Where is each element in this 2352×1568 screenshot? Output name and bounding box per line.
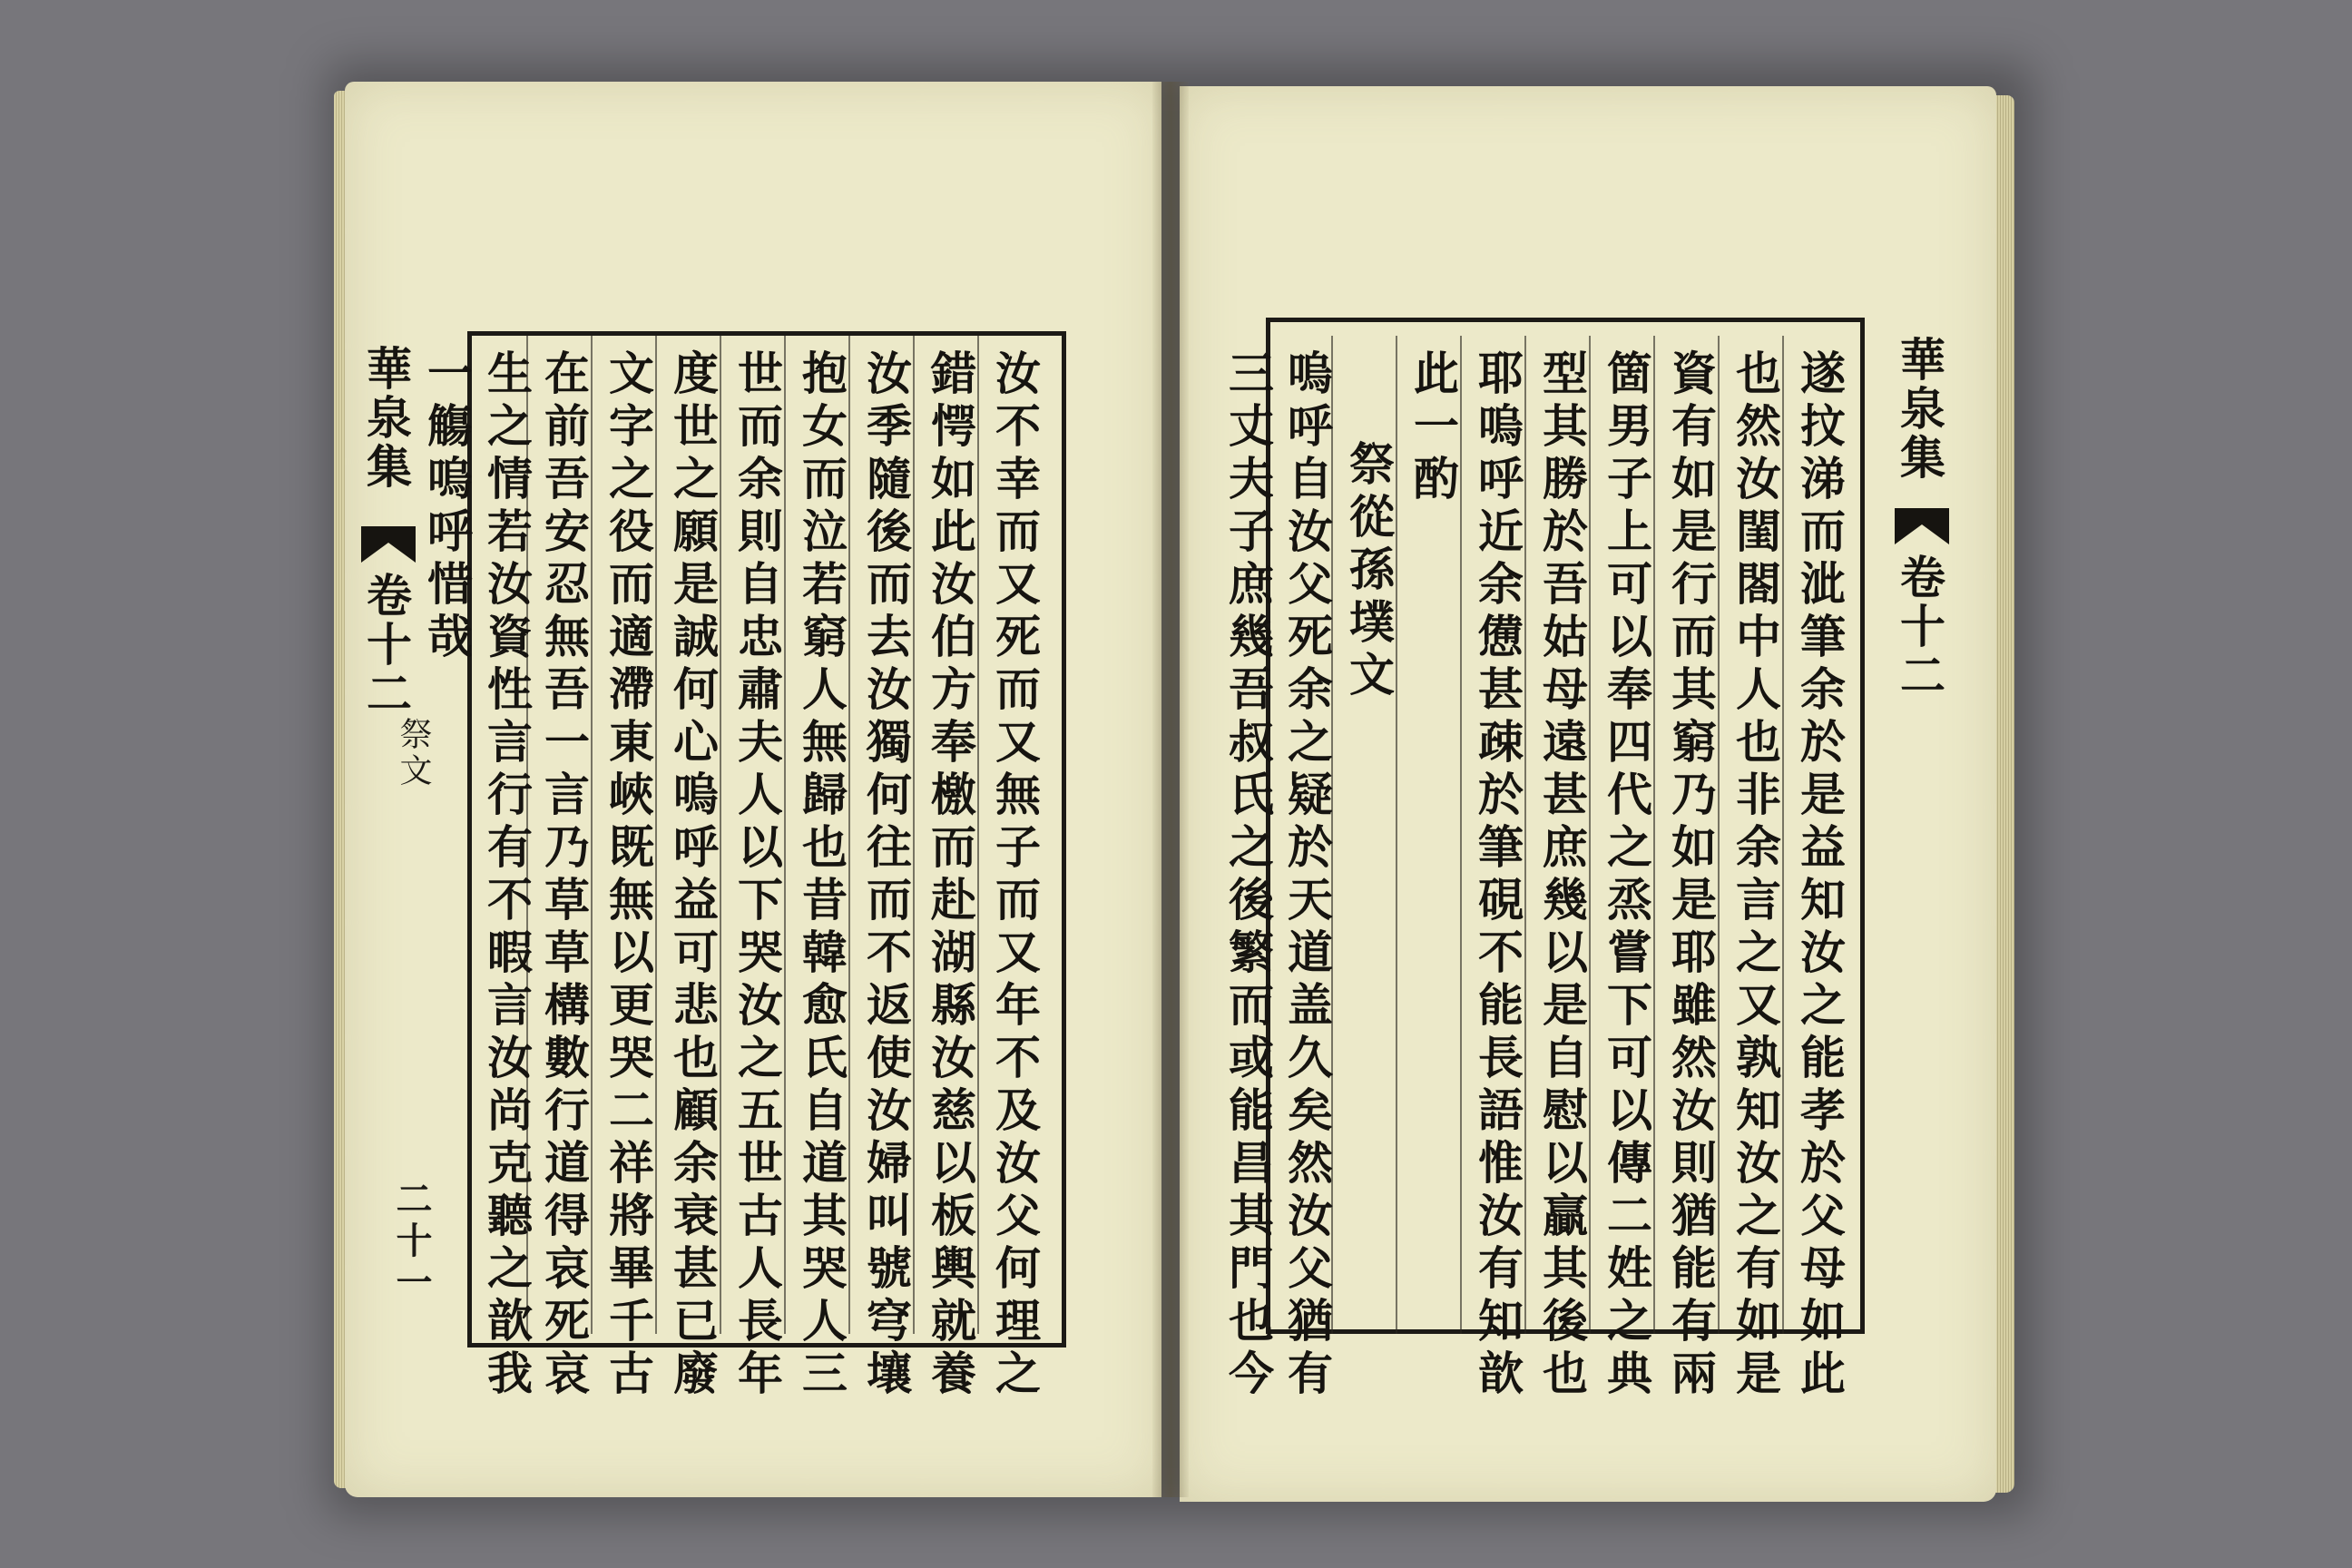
book-gutter bbox=[1152, 82, 1189, 1497]
column-rule bbox=[655, 336, 657, 1334]
left-text-column-10: 一觴嗚呼惜哉 bbox=[420, 349, 474, 665]
column-rule bbox=[1589, 336, 1591, 1334]
left-page-number: 二十一 bbox=[390, 1180, 433, 1305]
left-text-column-5: 世而余則自忠肅夫人以下哭汝之五世古人長年 bbox=[730, 349, 784, 1402]
right-text-column-4: 箇男子上可以奉四代之烝嘗下可以傳二姓之典 bbox=[1600, 349, 1653, 1402]
left-text-column-2: 錯愕如此汝伯方奉檄而赴湖縣汝慈以板輿就養 bbox=[924, 349, 977, 1402]
left-text-column-6: 度世之願是誠何心嗚呼益可悲也顧余衰甚已廢 bbox=[666, 349, 720, 1402]
right-text-column-7: 此一酌 bbox=[1406, 349, 1460, 507]
column-rule bbox=[1524, 336, 1526, 1334]
right-text-column-1: 遂抆涕而泚筆余於是益知汝之能孝於父母如此 bbox=[1793, 349, 1847, 1402]
right-text-column-6: 耶嗚呼近余憊甚疎於筆硯不能長語惟汝有知歆 bbox=[1471, 349, 1524, 1402]
column-rule bbox=[1460, 336, 1462, 1334]
right-text-column-3: 資有如是行而其窮乃如是耶雖然汝則猶能有兩 bbox=[1664, 349, 1718, 1402]
right-essay-title: 祭從孫墣文 bbox=[1342, 440, 1396, 703]
left-volume-label: 卷十二 bbox=[359, 572, 413, 719]
column-rule bbox=[1653, 336, 1655, 1334]
column-rule bbox=[977, 336, 979, 1334]
left-text-column-3: 汝季隨後而去汝獨何往而不返使汝婦叫號穹壤 bbox=[859, 349, 913, 1402]
column-rule bbox=[848, 336, 850, 1334]
left-text-column-1: 汝不幸而又死而又無子而又年不及汝父何理之 bbox=[988, 349, 1042, 1402]
column-rule bbox=[720, 336, 721, 1334]
column-rule bbox=[1782, 336, 1784, 1334]
right-margin-title: 華泉集 bbox=[1893, 336, 1946, 483]
left-text-column-9: 生之情若汝資性言行有不暇言汝尚克聽之歆我 bbox=[480, 349, 534, 1402]
left-text-column-4: 抱女而泣若窮人無歸也昔韓愈氏自道其哭人三 bbox=[795, 349, 848, 1402]
left-section-label: 祭文 bbox=[395, 717, 432, 789]
column-rule bbox=[591, 336, 593, 1334]
right-text-column-2: 也然汝閨閤中人也非余言之又孰知汝之有如是 bbox=[1729, 349, 1782, 1402]
left-text-column-8: 在前吾安忍無吾一言乃草草構數行道得哀死哀 bbox=[537, 349, 591, 1402]
left-text-column-7: 文字之役而適滯東峽既無以更哭二祥將畢千古 bbox=[602, 349, 655, 1402]
column-rule bbox=[784, 336, 786, 1334]
right-text-column-10: 三丈夫子庶幾吾叔氏之後繁而或能昌其門也今 bbox=[1221, 349, 1275, 1402]
left-margin-title: 華泉集 bbox=[359, 345, 413, 492]
right-text-column-9: 嗚呼自汝父死余之疑於天道盖久矣然汝父猶有 bbox=[1280, 349, 1334, 1402]
right-text-column-5: 型其勝於吾姑母遠甚庶幾以是自慰以贏其後也 bbox=[1535, 349, 1589, 1402]
column-rule bbox=[913, 336, 915, 1334]
right-volume-label: 卷十二 bbox=[1893, 554, 1946, 701]
column-rule bbox=[1718, 336, 1720, 1334]
column-rule bbox=[1396, 336, 1397, 1334]
